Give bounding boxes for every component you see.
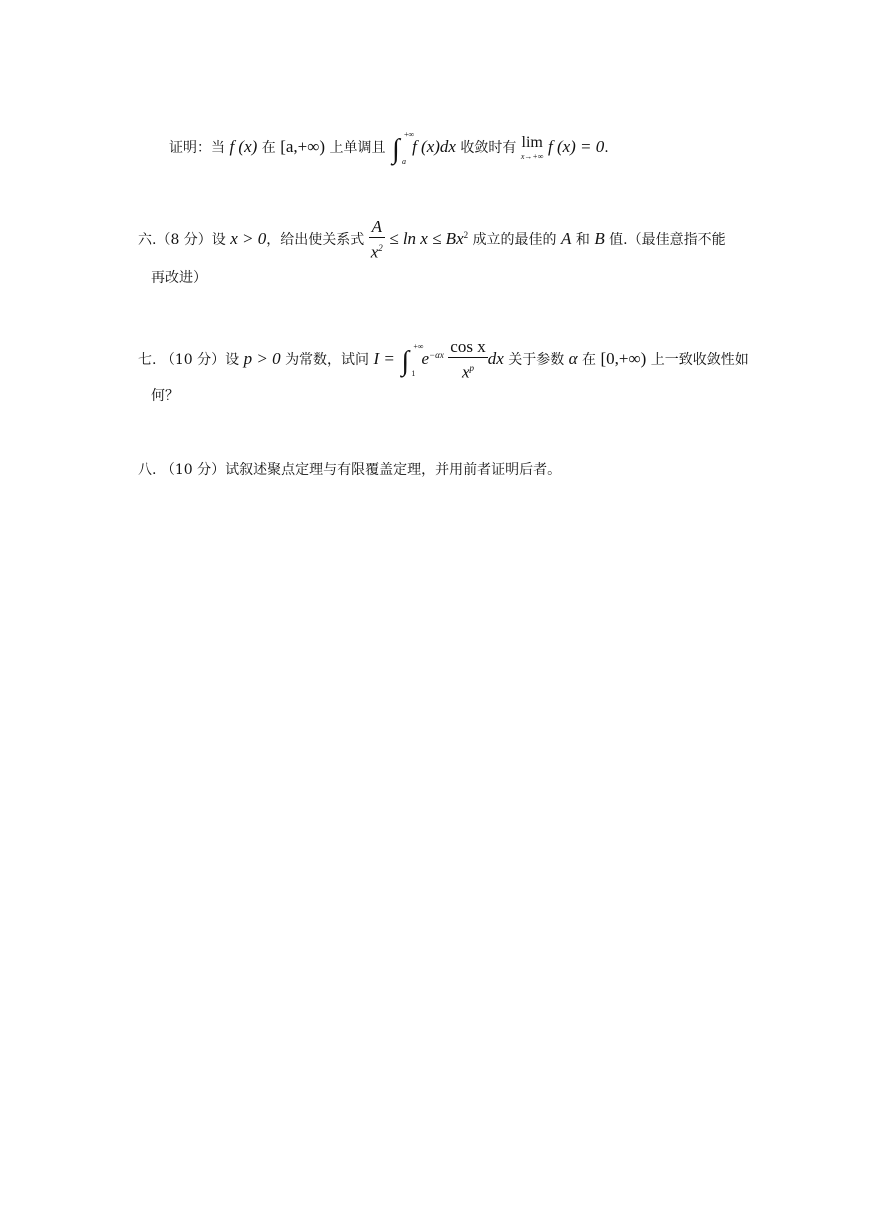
question-8: 八. （10 分）试叙述聚点定理与有限覆盖定理，并用前者证明后者。: [138, 462, 562, 478]
q7-dx: dx: [487, 348, 504, 368]
q7-label: 七. （10 分）设: [138, 351, 240, 368]
q7-text-3: 在: [582, 351, 597, 368]
integrand: f (x)dx: [412, 137, 456, 156]
limit-operator: [521, 134, 544, 161]
q7-frac-num: cos x: [450, 337, 486, 356]
q7-condition: p > 0: [243, 348, 281, 368]
q6-label: 六.（8 分）设: [138, 231, 226, 248]
q6-text-2: 成立的最佳的: [472, 231, 557, 248]
q6-text-3: 和: [575, 231, 590, 248]
q7-frac-den: $x^p$: [461, 362, 475, 382]
integral-lower: a: [401, 157, 406, 166]
proof-line: [169, 130, 609, 166]
q6-fraction: [369, 217, 385, 263]
q6-frac-den-sup: 2: [378, 243, 383, 253]
proof-text-4: 收敛时有: [460, 140, 517, 156]
q7-exp-base: e: [421, 348, 430, 368]
q7-fraction: [448, 337, 487, 383]
proof-text-1: 证明：当: [169, 140, 225, 156]
q7-text-2: 关于参数: [508, 351, 565, 368]
question-7-line-2: 何？: [151, 388, 179, 404]
q7-exp-power: −αx: [429, 350, 444, 361]
integral-upper: +∞: [403, 130, 415, 139]
question-7-line-1: [138, 337, 749, 383]
question-6-line-1: [138, 217, 726, 263]
lim-word: lim: [521, 134, 543, 151]
q6-frac-den: $x^2$: [370, 242, 383, 262]
q7-text-1: 为常数，试问: [285, 351, 370, 368]
q6-condition: x > 0: [230, 228, 267, 248]
question-6-line-2: 再改进）: [151, 270, 207, 286]
proof-text-2: 在: [261, 140, 276, 156]
q6-A: A: [561, 228, 572, 248]
q6-text-1: ，给出使关系式: [266, 231, 365, 248]
q6-frac-num: A: [369, 217, 385, 238]
function-fx: f (x): [229, 137, 258, 156]
q7-I: I =: [373, 348, 395, 368]
lim-subscript: x→+∞: [520, 152, 544, 161]
q7-interval: [0,+∞): [600, 348, 647, 368]
q7-integral-lower: 1: [411, 368, 416, 378]
proof-end: .: [604, 140, 609, 156]
proof-text-3: 上单调且: [329, 140, 386, 156]
limit-expression: f (x) = 0: [547, 137, 605, 156]
q6-B: B: [594, 228, 605, 248]
q7-integral-sign: ∫ +∞ 1: [401, 341, 424, 378]
q7-integral-upper: +∞: [413, 341, 424, 351]
q6-text-4: 值.（最佳意指不能: [609, 231, 726, 248]
integral-sign: ∫ +∞ a: [391, 130, 415, 166]
q6-ineq-sup: 2: [463, 230, 469, 241]
interval-a-inf: [a,+∞): [280, 137, 326, 156]
q6-inequality: ≤ ln x ≤ Bx: [389, 228, 464, 248]
q7-alpha: α: [568, 348, 578, 368]
q7-frac-den-sup: p: [469, 363, 475, 373]
q7-text-4: 上一致收敛性如: [650, 351, 749, 368]
